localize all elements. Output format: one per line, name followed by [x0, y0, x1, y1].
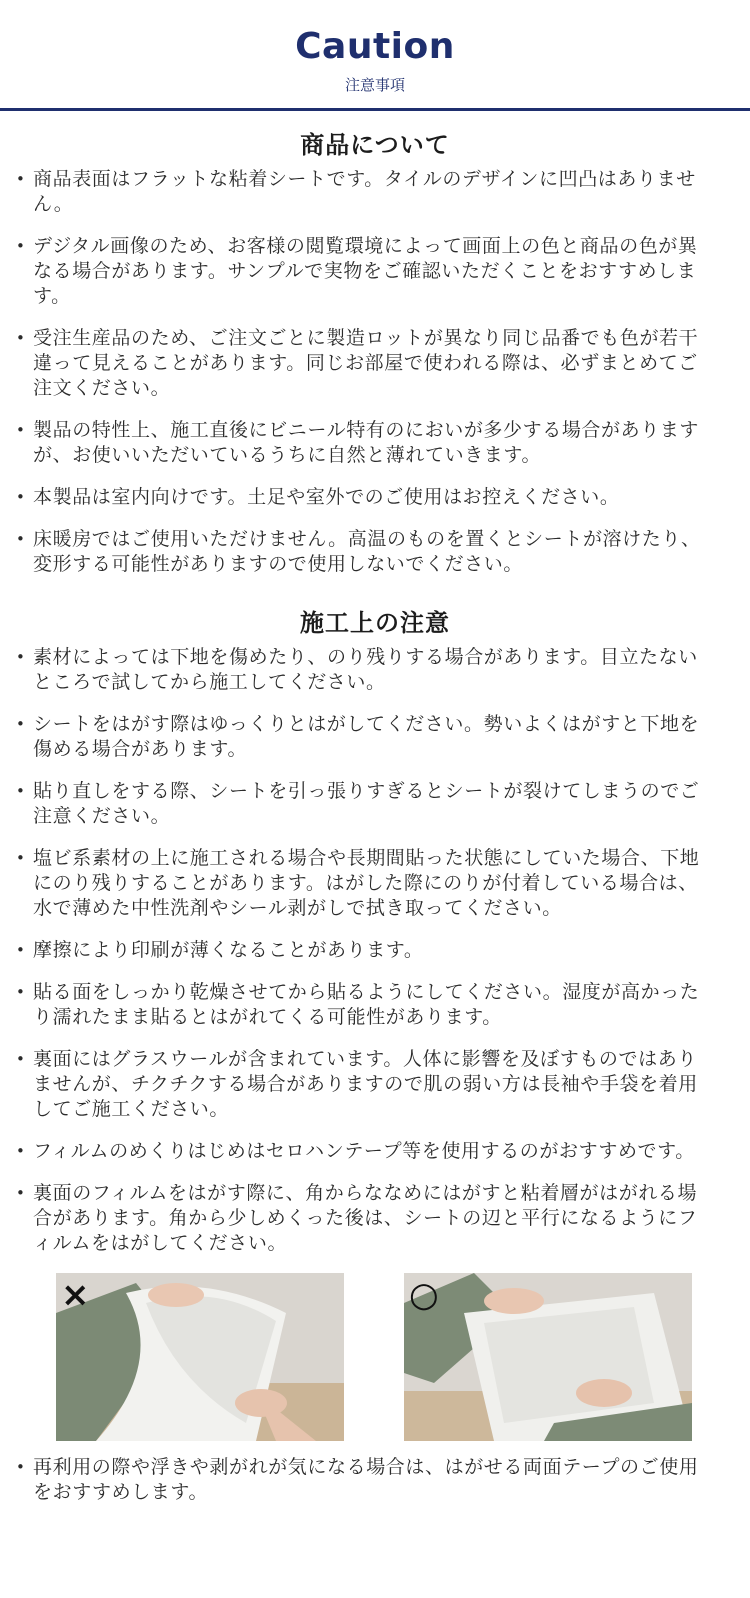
list-item: • 再利用の際や浮きや剥がれが気になる場合は、はがせる両面テープのご使用をおすすめします。 — [16, 1455, 714, 1505]
reuse-note-list — [0, 1455, 750, 1505]
list-item: • 素材によっては下地を傷めたり、のり残りする場合があります。目立たないところで試してから施工してください。 — [16, 645, 714, 695]
list-item: • 貼る面をしっかり乾燥させてから貼るようにしてください。湿度が高かったり濡れたまま貼るとはがれてくる可能性があります。 — [16, 980, 714, 1030]
list-item: • フィルムのめくりはじめはセロハンテープ等を使用するのがおすすめです。 — [16, 1139, 714, 1164]
peeling-correct-illustration — [404, 1273, 692, 1441]
list-item: • シートをはがす際はゆっくりとはがしてください。勢いよくはがすと下地を傷める場合があります。 — [16, 712, 714, 762]
photo-correct-method — [404, 1273, 692, 1441]
film-peeling-photos — [56, 1273, 692, 1441]
list-item: • 製品の特性上、施工直後にビニール特有のにおいが多少する場合がありますが、お使いいただいているうちに自然と薄れていきます。 — [16, 418, 714, 468]
peeling-wrong-illustration — [56, 1273, 344, 1441]
list-item: • 貼り直しをする際、シートを引っ張りすぎるとシートが裂けてしまうのでご注意ください。 — [16, 779, 714, 829]
wrong-mark-icon: × — [61, 1275, 90, 1315]
list-item: • 裏面のフィルムをはがす際に、角からななめにはがすと粘着層がはがれる場合があります。角から少しめくった後は、シートの辺と平行になるようにフィルムをはがしてください。 — [16, 1181, 714, 1256]
list-item: • 裏面にはグラスウールが含まれています。人体に影響を及ぼすものではありませんが、チクチクする場合がありますので肌の弱い方は長袖や手袋を着用してご施工ください。 — [16, 1047, 714, 1122]
list-item: • デジタル画像のため、お客様の閲覧環境によって画面上の色と商品の色が異なる場合があります。サンプルで実物をご確認いただくことをおすすめします。 — [16, 234, 714, 309]
list-item: • 塩ビ系素材の上に施工される場合や長期間貼った状態にしていた場合、下地にのり残りすることがあります。はがした際にのりが付着している場合は、水で薄めた中性洗剤やシール剥がしで拭き取ってください。 — [16, 846, 714, 921]
page-subtitle: 注意事項 — [344, 76, 405, 94]
section-title-product: 商品について — [300, 131, 450, 159]
list-item: • 受注生産品のため、ご注文ごとに製造ロットが異なり同じ品番でも色が若干違って見えることがあります。同じお部屋で使われる際は、必ずまとめてご注文ください。 — [16, 326, 714, 401]
correct-mark-icon: ○ — [409, 1275, 439, 1315]
header-divider — [0, 108, 750, 111]
list-item: • 床暖房ではご使用いただけません。高温のものを置くとシートが溶けたり、変形する可能性がありますので使用しないでください。 — [16, 527, 714, 577]
section-title-installation: 施工上の注意 — [300, 609, 450, 637]
installation-notes-list — [0, 645, 750, 1256]
list-item: • 本製品は室内向けです。土足や室外でのご使用はお控えください。 — [16, 485, 714, 510]
page-title: Caution — [295, 26, 455, 67]
caution-header — [0, 0, 750, 94]
list-item: • 摩擦により印刷が薄くなることがあります。 — [16, 938, 714, 963]
list-item: • 商品表面はフラットな粘着シートです。タイルのデザインに凹凸はありません。 — [16, 167, 714, 217]
product-notes-list — [0, 167, 750, 577]
photo-wrong-method — [56, 1273, 344, 1441]
